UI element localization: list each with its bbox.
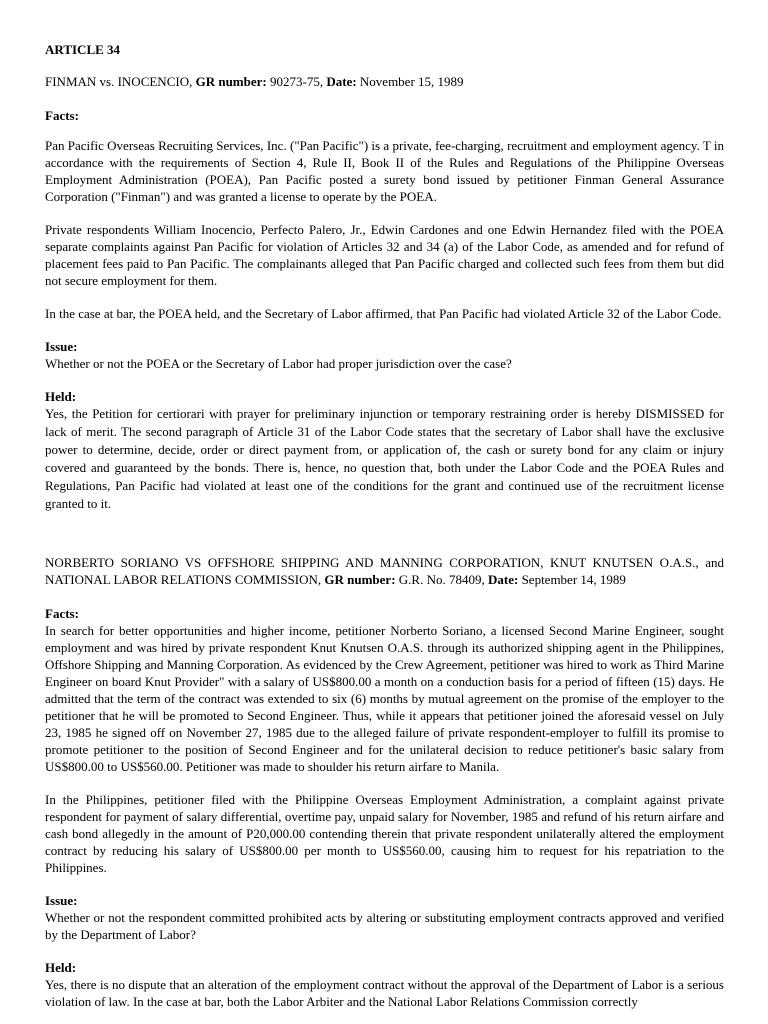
case-finman <box>45 73 724 513</box>
gr-label: GR number: <box>324 572 396 587</box>
case-date: November 15, 1989 <box>359 74 464 89</box>
gr-number: G.R. No. 78409, <box>398 572 485 587</box>
case-caption <box>45 73 724 90</box>
issue-heading: Issue: <box>45 893 78 908</box>
facts-paragraph: Pan Pacific Overseas Recruiting Services, Inc. ("Pan Pacific") is a private, fee-charging, recruitment and employment agency. T in accordance with the requirements of Section 4, Rule II, Book II of the Rules and Regulations of the Philippine Overseas Employment Administration (POEA), Pan Pacific posted a surety bond issued by petitioner Finman General Assurance Corporation ("Finman") and was granted a license to operate by the POEA. <box>45 138 724 204</box>
facts-paragraph: In the Philippines, petitioner filed with the Philippine Overseas Employment Administration, a complaint against private respondent for payment of salary differential, overtime pay, unpaid salary for November, 1985 and refund of his return airfare and cash bond allegedly in the amount of P20,000.00 contending therein that private respondent unilaterally altered the employment contract by reducing his salary of US$800.00 per month to US$560.00, causing him to request for his repatriation to the Philippines. <box>45 792 724 875</box>
case-caption <box>45 554 724 588</box>
date-label: Date: <box>326 74 357 89</box>
case-parties: NORBERTO SORIANO VS OFFSHORE SHIPPING AND MANNING CORPORATION, KNUT KNUTSEN O.A.S., and NATIONAL LABOR RELATIONS COMMISSION, <box>45 555 724 587</box>
facts-heading: Facts: <box>45 108 79 123</box>
gr-number: 90273-75, <box>269 74 324 89</box>
issue-text: Whether or not the POEA or the Secretary of Labor had proper jurisdiction over the case? <box>45 356 512 371</box>
issue-heading: Issue: <box>45 339 78 354</box>
article-title: ARTICLE 34 <box>45 42 121 57</box>
case-soriano <box>45 554 724 1010</box>
facts-paragraph: Private respondents William Inocencio, Perfecto Palero, Jr., Edwin Cardones and one Edwin Hernandez filed with the POEA separate complaints against Pan Pacific for violation of Articles 32 and 34 (a) of the Labor Code, as amended and for refund of placement fees paid to Pan Pacific. The complainants alleged that Pan Pacific charged and collected such fees from them but did not secure employment for them. <box>45 222 724 288</box>
facts-paragraph: In the case at bar, the POEA held, and the Secretary of Labor affirmed, that Pan Pacific had violated Article 32 of the Labor Code. <box>45 306 722 321</box>
held-heading: Held: <box>45 389 77 404</box>
date-label: Date: <box>487 572 519 587</box>
facts-paragraph: In search for better opportunities and higher income, petitioner Norberto Soriano, a licensed Second Marine Engineer, sought employment and was hired by private respondent Knut Knutsen O.A.S. through its authorized shipping agent in the Philippines, Offshore Shipping and Manning Corporation. As evidenced by the Crew Agreement, petitioner was hired to work as Third Marine Engineer on board Knut Provider" with a salary of US$800.00 a month on a conduction basis for a period of fifteen (15) days. He admitted that the term of the contract was extended to six (6) months by mutual agreement on the promise of the employer to the petitioner that he will be promoted to Second Engineer. Thus, while it appears that petitioner joined the aforesaid vessel on July 23, 1985 he signed off on November 27, 1985 due to the alleged failure of private respondent-employer to fulfill its promise to promote petitioner to the position of Second Engineer and for the unilateral decision to reduce petitioner's basic salary from US$800.00 to US$560.00. Petitioner was made to shoulder his return airfare to Manila. <box>45 623 724 774</box>
case-parties: FINMAN vs. INOCENCIO, <box>45 74 193 89</box>
facts-heading: Facts: <box>45 606 79 621</box>
held-heading: Held: <box>45 960 77 975</box>
issue-text: Whether or not the respondent committed prohibited acts by altering or substituting employment contracts approved and verified by the Department of Labor? <box>45 910 724 942</box>
case-date: September 14, 1989 <box>521 572 626 587</box>
held-text: Yes, the Petition for certiorari with prayer for preliminary injunction or temporary restraining order is hereby DISMISSED for lack of merit. The second paragraph of Article 31 of the Labor Code states that the secretary of Labor shall have the exclusive power to determine, decide, order or direct payment from, or application of, the cash or surety bond for any claim or injury covered and guaranteed by the bonds. There is, hence, no question that, both under the Labor Code and the POEA Rules and Regulations, Pan Pacific had violated at least one of the conditions for the grant and continued use of the recruitment license granted to it. <box>45 406 724 511</box>
gr-label: GR number: <box>195 74 267 89</box>
case-separator <box>45 529 724 554</box>
held-text: Yes, there is no dispute that an alteration of the employment contract without the approval of the Department of Labor is a serious violation of law. In the case at bar, both the Labor Arbiter and the National Labor Relations Commission correctly <box>45 977 724 1009</box>
